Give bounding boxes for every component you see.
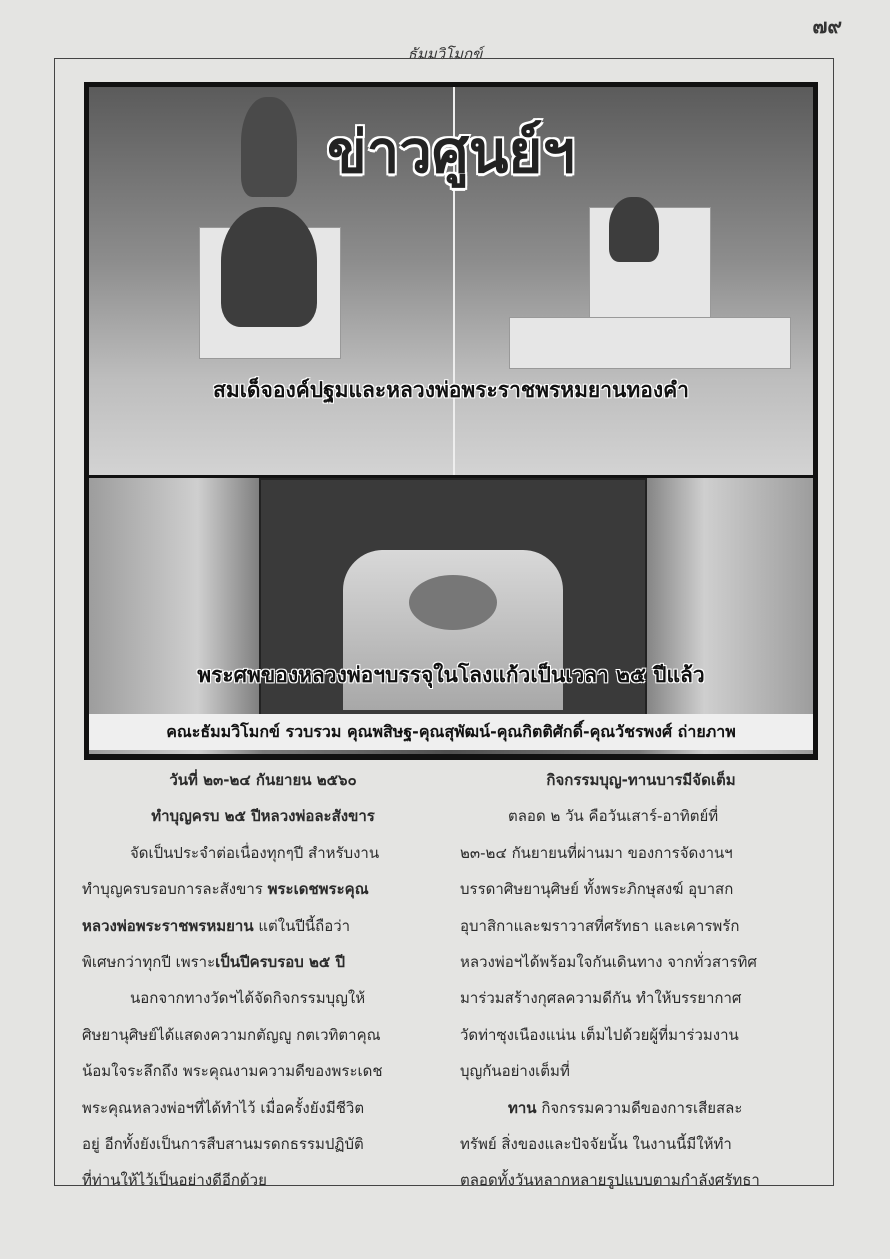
right-line: มาร่วมสร้างกุศลความดีกัน ทำให้บรรยากาศ: [460, 989, 742, 1008]
chandelier: [409, 575, 497, 630]
right-heading: กิจกรรมบุญ-ทานบารมีจัดเต็ม: [546, 771, 736, 789]
left-line: ทำบุญครบรอบการละสังขาร พระเดชพระคุณ: [82, 880, 369, 899]
golden-statue: [221, 207, 317, 327]
photo-caption-top: สมเด็จองค์ปฐมและหลวงพ่อพระราชพรหมยานทองคำ: [213, 378, 689, 402]
right-line: อุบาสิกาและฆราวาสที่ศรัทธา และเคารพรัก: [460, 916, 740, 935]
left-line: ที่ท่านให้ไว้เป็นอย่างดีอีกด้วย: [82, 1171, 267, 1190]
right-line: บรรดาศิษยานุศิษย์ ทั้งพระภิกษุสงฆ์ อุบาสก: [460, 880, 734, 899]
left-line: นอกจากทางวัดฯได้จัดกิจกรรมบุญให้: [130, 989, 366, 1008]
left-heading-date: วันที่ ๒๓-๒๔ กันยายน ๒๕๖๐: [169, 771, 357, 789]
shrine-photo: [89, 87, 813, 475]
right-line: หลวงพ่อฯได้พร้อมใจกันเดินทาง จากทั่วสารทิศ: [460, 953, 757, 972]
left-line: ศิษยานุศิษย์ได้แสดงความกตัญญู กตเวทิตาคุณ: [82, 1025, 381, 1044]
left-line: อยู่ อีกทั้งยังเป็นการสืบสานมรดกธรรมปฏิบัติ: [82, 1135, 364, 1154]
left-line: น้อมใจระลึกถึง พระคุณงามความดีของพระเดช: [82, 1062, 383, 1081]
photo-credit: คณะธัมมวิโมกข์ รวบรวม คุณพสิษฐ-คุณสุพัฒน์-คุณกิตติศักดิ์-คุณวัชรพงศ์ ถ่ายภาพ: [89, 714, 813, 750]
right-line: วัดท่าซุงเนืองแน่น เต็มไปด้วยผู้ที่มาร่วมงาน: [460, 1025, 739, 1044]
left-line: หลวงพ่อพระราชพรหมยาน แต่ในปีนี้ถือว่า: [82, 916, 351, 935]
news-photo-block: [84, 82, 818, 760]
photo-caption-bottom: พระศพของหลวงพ่อฯบรรจุในโลงแก้วเป็นเวลา ๒๕ ปีแล้ว: [197, 663, 705, 687]
right-line: ตลอดทั้งวันหลากหลายรูปแบบตามกำลังศรัทธา: [460, 1171, 760, 1190]
left-line: จัดเป็นประจำต่อเนื่องทุกๆปี สำหรับงาน: [130, 843, 380, 862]
right-line: ๒๓-๒๔ กันยายนที่ผ่านมา ของการจัดงานฯ: [460, 843, 733, 862]
news-headline: ข่าวศูนย์ฯ: [327, 118, 575, 186]
right-line: ทรัพย์ สิ่งของและปัจจัยนั้น ในงานนี้มีให้ทำ: [460, 1135, 732, 1154]
right-line: ทาน กิจกรรมความดีของการเสียสละ: [508, 1098, 743, 1117]
page-number: ๗๙: [812, 14, 842, 38]
left-line: พระคุณหลวงพ่อฯที่ได้ทำไว้ เมื่อครั้งยังมีชีวิต: [82, 1098, 365, 1117]
left-heading-event: ทำบุญครบ ๒๕ ปีหลวงพ่อละสังขาร: [151, 807, 375, 826]
left-column: [82, 762, 444, 1199]
left-line: พิเศษกว่าทุกปี เพราะเป็นปีครบรอบ ๒๕ ปี: [82, 953, 346, 972]
glass-coffin-photo: [89, 478, 813, 754]
canopy-pavilion: [259, 478, 647, 732]
right-column: [460, 762, 822, 1199]
right-line: ตลอด ๒ วัน คือวันเสาร์-อาทิตย์ที่: [508, 807, 719, 826]
right-line: บุญกันอย่างเต็มที่: [460, 1062, 570, 1081]
running-header: ธัมมวิโมกข์: [407, 45, 483, 63]
